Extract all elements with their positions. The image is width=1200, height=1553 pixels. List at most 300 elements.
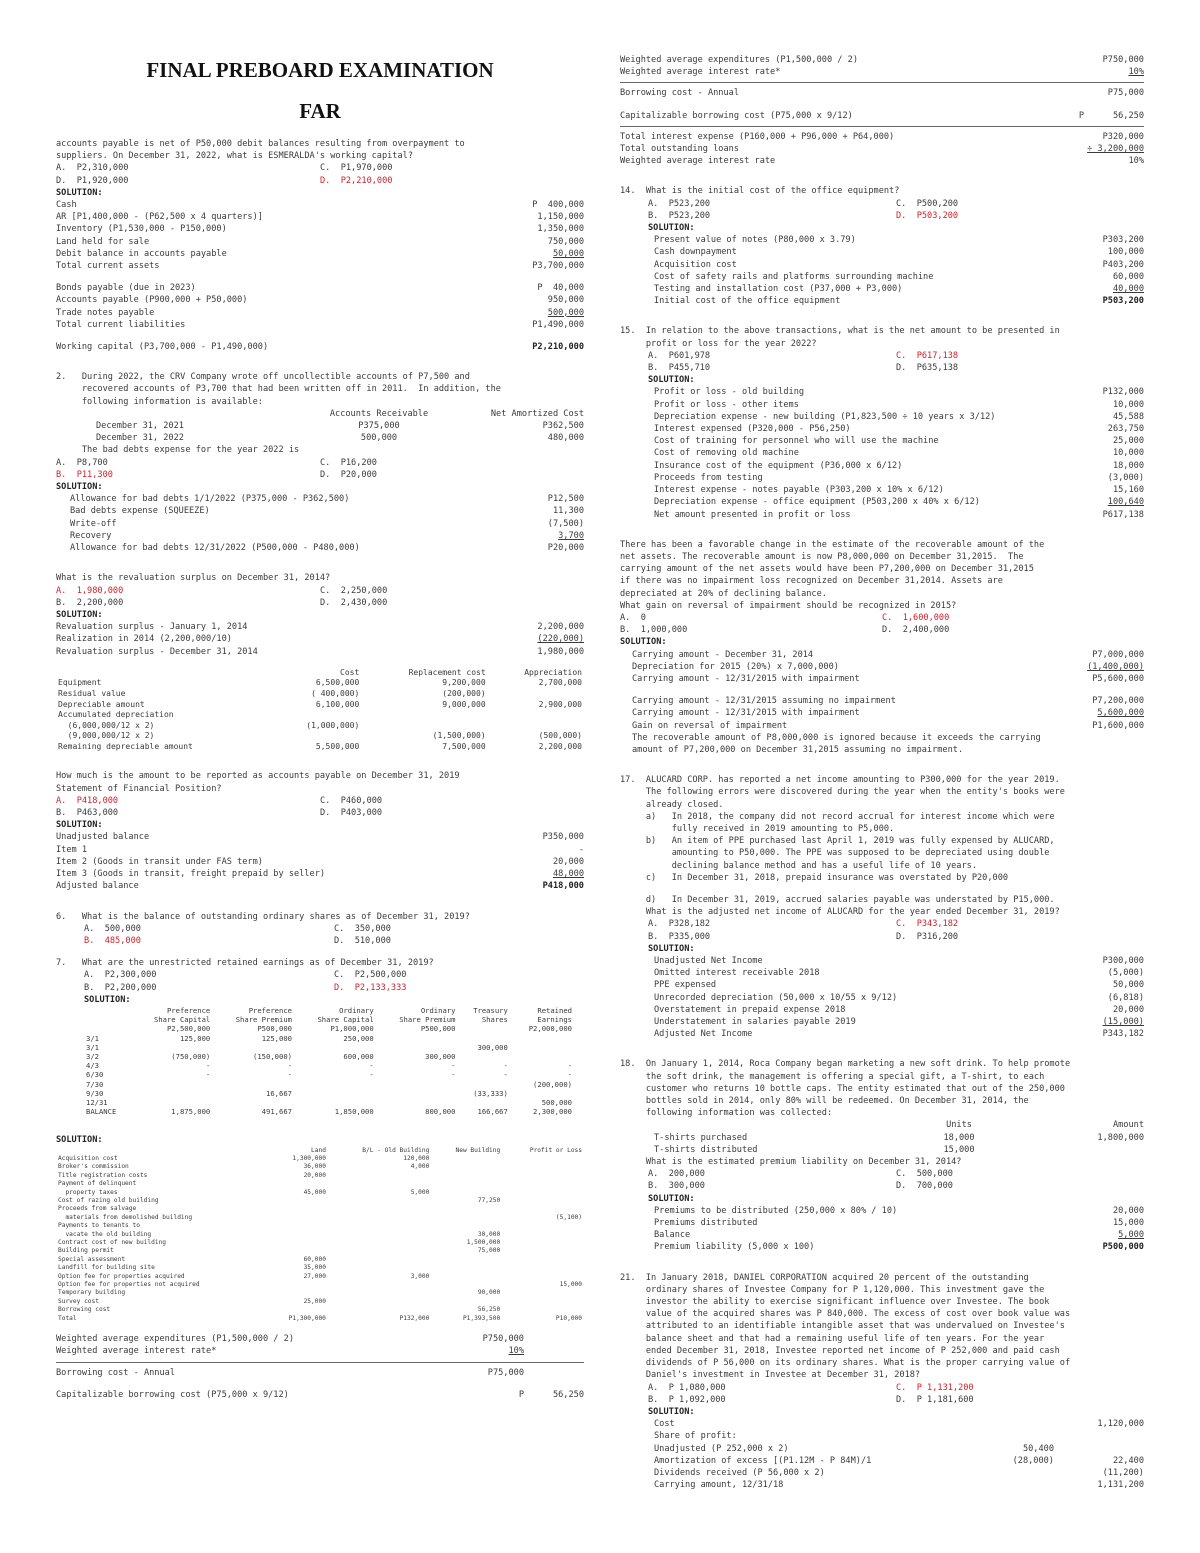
solution-row (654, 1479, 1144, 1491)
option-c: C. P1,970,000 (320, 163, 393, 174)
question-text: The following errors were discovered during the year when the entity's books were (620, 787, 1065, 798)
solution-label: Dividends received (P 56,000 x 2) (654, 1467, 825, 1478)
equity-table (84, 1006, 574, 1116)
table-row (56, 1214, 584, 1222)
solution-label: Revaluation surplus - January 1, 2014 (56, 622, 248, 633)
question-text: ended December 31, 2018, Investee reported net income of P 252,000 and paid cash (620, 1345, 1060, 1356)
table-cell: (200,000) (533, 1079, 572, 1089)
question-text: 6. What is the balance of outstanding ordinary shares as of December 31, 2019? (56, 911, 470, 922)
table-cell (502, 1155, 584, 1163)
solution-amount: P1,490,000 (532, 319, 584, 330)
solution-label: Cost of safety rails and platforms surrounding machine (654, 271, 934, 282)
cell: P (518, 1389, 524, 1400)
cell: 10% (508, 1346, 524, 1357)
option-d: D. P 1,181,600 (896, 1394, 974, 1405)
solution-label: Item 2 (Goods in transit under FAS term) (56, 856, 263, 867)
table-cell: 3/2 (86, 1051, 99, 1061)
solution-row (654, 1430, 1144, 1442)
solution-row (56, 319, 584, 331)
borrowing-cost-block (620, 54, 1144, 167)
table-header-cell: Profit or Loss (529, 1146, 582, 1154)
option-d: D. P316,200 (896, 931, 959, 942)
table-cell (328, 1289, 431, 1297)
table-cell: P1,300,000 (288, 1314, 326, 1322)
table-cell: (500,000) (538, 731, 582, 741)
table-header-cell (56, 668, 272, 679)
table-cell (328, 1298, 431, 1306)
solution-row (654, 1241, 1144, 1253)
table-cell: 60,000 (303, 1255, 326, 1263)
option-b: B. 1,000,000 (620, 625, 688, 636)
cell: 18,000 (943, 1132, 975, 1143)
table-cell (268, 1306, 328, 1314)
table-row (56, 1306, 584, 1314)
question-text: if there was no impairment loss recognized on December 31,2014. Assets are (620, 576, 1003, 587)
table-cell: 6/30 (86, 1070, 104, 1080)
solution-row (632, 649, 1144, 661)
note-text: amount of P7,200,000 on December 31,2015 assuming no impairment. (632, 744, 964, 755)
solution-label: Gain on reversal of impairment (632, 720, 788, 731)
table-header-cell: B/L - Old Building (362, 1146, 430, 1154)
solution-row (56, 294, 584, 306)
solution-amount: 1,980,000 (537, 646, 584, 657)
right-column (620, 0, 1144, 1491)
table-cell: 500,000 (541, 1097, 572, 1107)
table-row (84, 1052, 574, 1061)
solution-label: Present value of notes (P80,000 x 3.79) (654, 235, 856, 246)
solution-amount: 50,000 (1112, 980, 1144, 991)
solution-row (654, 1418, 1144, 1430)
table-row (56, 700, 584, 711)
solution-row (654, 295, 1144, 307)
table-cell: 2,300,000 (533, 1107, 572, 1117)
question-revaluation-surplus (56, 572, 584, 752)
question-equity-investment (620, 1272, 1144, 1492)
table-cell: 9,000,000 (442, 699, 486, 709)
question-text: a) In 2018, the company did not record accrual for interest income which were (620, 811, 1055, 822)
option-a: A. P2,310,000 (56, 163, 129, 174)
solution-amount: (15,000) (1102, 1017, 1144, 1028)
solution-amount: 25,000 (1112, 436, 1144, 447)
solution-amount: P300,000 (1102, 956, 1144, 966)
solution-label: Carrying amount - 12/31/2015 with impairment (632, 708, 860, 719)
table-cell: 90,000 (477, 1289, 501, 1297)
solution-amount: 263,750 (1107, 424, 1144, 435)
solution-amount: P403,200 (1102, 259, 1144, 270)
table-cell (502, 1247, 584, 1255)
cell: 1,800,000 (1097, 1132, 1144, 1143)
table-cell (268, 1239, 328, 1247)
solution-label: Interest expense - notes payable (P303,200 x 10% x 6/12) (654, 485, 944, 496)
question-property-costs (56, 1134, 584, 1401)
table-row (84, 1043, 574, 1052)
table-header-cell: Share Capital (317, 1015, 374, 1025)
solution-row (70, 542, 584, 554)
solution-label: Total current liabilities (56, 319, 186, 330)
table-cell: 35,000 (303, 1264, 326, 1272)
table-cell: 120,000 (403, 1154, 430, 1162)
option-b: B. 2,200,000 (56, 597, 124, 608)
question-bad-debts (56, 371, 584, 554)
solution-amount: 750,000 (547, 236, 584, 247)
question-text: d) In December 31, 2019, accrued salaries payable was understated by P15,000. (620, 894, 1055, 905)
table-cell: 125,000 (261, 1033, 292, 1043)
solution-amount: 15,000 (1112, 1218, 1144, 1229)
table-cell (376, 1098, 458, 1107)
solution-label: Realization in 2014 (2,200,000/10) (56, 634, 232, 645)
table-cell: P2,500,000 (166, 1024, 211, 1034)
option-b-answer: B. P11,300 (56, 469, 113, 480)
table-row (56, 1205, 584, 1213)
solution-row (654, 472, 1144, 484)
solution-amount: 1,150,000 (537, 212, 584, 223)
table-header-cell (84, 1015, 131, 1024)
table-cell: Remaining depreciable amount (58, 741, 193, 751)
solution-row (632, 695, 1144, 707)
solution-label: Overstatement in prepaid expense 2018 (654, 1004, 846, 1015)
question-text: suppliers. On December 31, 2022, what is ESMERALDA's working capital? (56, 151, 413, 162)
table-cell: Proceeds from salvage (58, 1205, 137, 1213)
solution-label: Item 3 (Goods in transit, freight prepaid by seller) (56, 869, 326, 880)
table-row (56, 1281, 584, 1289)
table-cell: 16,667 (266, 1088, 292, 1098)
table-header-cell (56, 1147, 268, 1155)
solution-row (654, 509, 1144, 521)
table-cell: (33,333) (473, 1088, 508, 1098)
document-subject: FAR (299, 99, 341, 123)
table-cell: (9,000,000/12 x 2) (58, 731, 155, 741)
table-cell (376, 1089, 458, 1098)
solution-label: Unadjusted Net Income (654, 956, 763, 966)
table-cell: 7,500,000 (442, 741, 486, 751)
row-label: Total interest expense (P160,000 + P96,000 + P64,000) (620, 131, 895, 142)
solution-amount: P5,600,000 (1092, 673, 1144, 684)
solution-row (654, 246, 1144, 258)
question-office-equipment (620, 185, 1144, 307)
solution-label: Carrying amount, 12/31/18 (654, 1480, 784, 1491)
solution-label: Cash downpayment (654, 247, 737, 258)
solution-label: Amortization of excess [(P1.12M - P 84M)/1 (654, 1455, 872, 1466)
solution-label: Understatement in salaries payable 2019 (654, 1017, 856, 1028)
solution-row (654, 496, 1144, 508)
solution-amount: P12,500 (547, 494, 584, 505)
table-cell: - (205, 1070, 211, 1080)
table-cell: 250,000 (343, 1033, 374, 1043)
table-cell: 800,000 (425, 1107, 456, 1117)
cell: P375,000 (358, 421, 400, 432)
table-cell: - (287, 1061, 292, 1071)
option-c: C. 2,250,000 (320, 585, 388, 596)
table-cell (268, 1197, 328, 1205)
cell: ÷ 3,200,000 (1087, 144, 1144, 155)
solution-amount: 5,600,000 (1097, 708, 1144, 719)
solution-amount: P503,200 (1102, 296, 1144, 307)
table-header-row (56, 1147, 584, 1155)
question-text: What is the estimated premium liability on December 31, 2014? (620, 1157, 962, 1168)
table-cell: 6,100,000 (315, 699, 360, 709)
table-cell (328, 1239, 431, 1247)
solution-amount: P1,600,000 (1092, 720, 1144, 731)
table-cell: 491,667 (261, 1107, 292, 1117)
cell: 56,250 (1112, 110, 1144, 121)
table-cell (361, 710, 487, 721)
table-row (84, 1034, 574, 1043)
solution-amount: 20,000 (1112, 1205, 1144, 1216)
question-text: 14. What is the initial cost of the office equipment? (620, 186, 900, 197)
table-cell: (200,000) (442, 688, 486, 698)
table-header-cell: Share Premium (399, 1015, 456, 1025)
solution-row (56, 307, 584, 319)
table-cell (502, 1197, 584, 1205)
question-text: What is the revaluation surplus on December 31, 2014? (56, 573, 331, 584)
solution-heading: SOLUTION: (648, 1406, 695, 1417)
solution-row (654, 259, 1144, 271)
table-cell: Option fee for properties acquired (58, 1272, 185, 1280)
solution-row (56, 844, 584, 856)
table-cell: 166,667 (477, 1107, 508, 1117)
table-cell: ( 400,000) (311, 688, 360, 698)
option-d: D. 2,430,000 (320, 597, 388, 608)
working-capital-amount: P2,210,000 (532, 342, 584, 353)
question-ordinary-shares (56, 911, 584, 948)
table-cell: 45,000 (303, 1188, 326, 1196)
solution-label: Premiums to be distributed (250,000 x 80% / 10) (654, 1205, 898, 1216)
solution-row (654, 1443, 1144, 1455)
solution-amount: 20,000 (552, 856, 584, 867)
solution-label: Adjusted Net Income (654, 1029, 753, 1040)
table-cell (212, 1043, 294, 1052)
solution-amount: 60,000 (1112, 271, 1144, 282)
solution-label: Depreciation expense - office equipment (P503,200 x 40% x 6/12) (654, 497, 980, 508)
table-cell: Accumulated depreciation (58, 710, 174, 720)
table-cell: 75,000 (477, 1247, 501, 1255)
solution-amount: 100,640 (1107, 497, 1144, 508)
table-row (56, 1163, 584, 1171)
row-label: December 31, 2021 (96, 421, 184, 432)
table-cell (502, 1289, 584, 1297)
question-text: fully received in 2019 amounting to P5,000. (620, 823, 895, 834)
question-text: profit or loss for the year 2022? (620, 338, 817, 349)
table-row (84, 1080, 574, 1089)
table-header-cell: Ordinary (339, 1005, 374, 1015)
table-cell: - (503, 1070, 508, 1080)
table-cell (431, 1256, 502, 1264)
table-cell: 1,875,000 (171, 1107, 211, 1117)
cell: 10% (1128, 156, 1144, 167)
solution-heading: SOLUTION: (56, 609, 103, 620)
table-cell: Option fee for properties not acquired (58, 1281, 200, 1289)
solution-label: Bad debts expense (SQUEEZE) (70, 506, 210, 517)
table-cell (328, 1256, 431, 1264)
solution-heading: SOLUTION: (620, 637, 667, 648)
solution-row (56, 856, 584, 868)
solution-row (654, 1217, 1144, 1229)
question-text: The bad debts expense for the year 2022 is (56, 445, 300, 456)
solution-heading: SOLUTION: (56, 187, 103, 198)
table-cell (510, 1052, 574, 1061)
option-b-answer: B. 485,000 (84, 935, 141, 946)
solution-label: Share of profit: (654, 1431, 737, 1442)
solution-label: Bonds payable (due in 2023) (56, 283, 196, 294)
row-label: Borrowing cost - Annual (56, 1367, 175, 1378)
table-cell: 3/1 (86, 1033, 99, 1043)
table-cell: 9,200,000 (442, 678, 486, 688)
table-cell: 4/3 (86, 1061, 99, 1071)
table-cell (502, 1256, 584, 1264)
solution-row (654, 1467, 1144, 1479)
table-cell: 1,500,000 (466, 1239, 501, 1247)
solution-amount: 10,000 (1112, 399, 1144, 410)
row-label: Weighted average interest rate (620, 156, 776, 167)
table-cell (328, 1264, 431, 1272)
table-cell (294, 1098, 376, 1107)
table-row (84, 1089, 574, 1098)
table-cell: Survey cost (58, 1297, 99, 1305)
solution-label: Balance (654, 1230, 691, 1241)
table-row (56, 1189, 584, 1197)
solution-row (632, 661, 1144, 673)
solution-amount: 50,400 (1022, 1443, 1054, 1454)
table-cell: Contract cost of new building (58, 1239, 167, 1247)
option-a: A. 0 (620, 612, 646, 623)
table-cell: Building permit (58, 1247, 114, 1255)
option-c-answer: C. 1,600,000 (882, 612, 950, 623)
table-cell: P500,000 (420, 1024, 456, 1034)
option-c-answer: C. P617,138 (896, 350, 959, 361)
solution-row (654, 1455, 1144, 1467)
question-text: amounting to P50,000. The PPE was supposed to be depreciated using double (620, 848, 1050, 859)
table-cell (502, 1298, 584, 1306)
solution-row (56, 880, 584, 892)
solution-amount: (1,400,000) (1087, 661, 1144, 672)
table-cell: P1,000,000 (330, 1024, 374, 1034)
table-cell (328, 1281, 431, 1289)
table-cell (431, 1163, 502, 1171)
solution-amount: 5,000 (1118, 1230, 1144, 1241)
solution-row (654, 423, 1144, 435)
solution-label: Trade notes payable (56, 307, 155, 318)
solution-label: Net amount presented in profit or loss (654, 509, 851, 520)
table-cell (328, 1231, 431, 1239)
solution-amount: P500,000 (1102, 1242, 1144, 1253)
table-cell (376, 1080, 458, 1089)
table-cell: Cost of razing old building (58, 1197, 159, 1204)
solution-amount: 500,000 (547, 307, 584, 318)
table-cell (328, 1172, 431, 1180)
solution-label: Cost (654, 1419, 675, 1430)
table-cell (212, 1098, 294, 1107)
table-cell (510, 1089, 574, 1098)
table-row (56, 678, 584, 689)
table-row (56, 710, 584, 721)
table-header-cell: Earnings (537, 1015, 572, 1025)
option-a: A. P 1,080,000 (648, 1382, 726, 1393)
solution-label: Omitted interest receivable 2018 (654, 968, 820, 979)
table-row (56, 1315, 584, 1323)
table-cell (502, 1172, 584, 1180)
table-cell (431, 1205, 502, 1213)
table-cell: P1,393,500 (462, 1314, 501, 1322)
solution-amount: P7,000,000 (1092, 649, 1144, 660)
solution-row (56, 831, 584, 843)
table-header-row (84, 1006, 574, 1015)
table-cell: - (503, 1061, 508, 1071)
solution-heading: SOLUTION: (648, 223, 695, 234)
row-label: Weighted average expenditures (P1,500,000 / 2) (620, 55, 858, 65)
table-row (56, 1180, 584, 1188)
solution-row (654, 955, 1144, 967)
solution-row (70, 493, 584, 505)
table-row (56, 1289, 584, 1297)
table-header-row (84, 1015, 574, 1024)
solution-amount: P418,000 (542, 881, 584, 892)
table-cell (268, 1231, 328, 1239)
table-cell (328, 1306, 431, 1314)
col-header-amortized: Net Amortized Cost (490, 408, 584, 419)
solution-amount: 3,700 (558, 530, 584, 541)
table-cell (502, 1273, 584, 1281)
solution-row (654, 234, 1144, 246)
table-cell: 300,000 (425, 1051, 456, 1061)
table-cell: 56,250 (477, 1306, 501, 1314)
table-cell (268, 1289, 328, 1297)
solution-label: Carrying amount - 12/31/2015 with impairment (632, 673, 860, 684)
solution-row (654, 411, 1144, 423)
solution-heading: SOLUTION: (56, 1135, 103, 1146)
cell: P75,000 (487, 1367, 524, 1378)
table-cell (431, 1155, 502, 1163)
solution-label: Cash (56, 200, 77, 211)
solution-row (56, 646, 584, 658)
solution-amount: (28,000) (1012, 1455, 1054, 1466)
table-cell: 3,000 (410, 1272, 430, 1280)
cell: P750,000 (1102, 55, 1144, 65)
question-text: What is the adjusted net income of ALUCARD for the year ended December 31, 2019? (620, 907, 1060, 918)
table-cell: 5,000 (410, 1188, 430, 1196)
solution-label: AR [P1,400,000 - (P62,500 x 4 quarters)] (56, 212, 263, 223)
table-cell (502, 1180, 584, 1188)
solution-label: Unadjusted (P 252,000 x 2) (654, 1443, 789, 1454)
table-cell: BALANCE (86, 1107, 117, 1117)
question-text: What gain on reversal of impairment should be recognized in 2015? (620, 600, 957, 611)
col-header: Units (946, 1120, 972, 1131)
solution-amount: 15,160 (1112, 485, 1144, 496)
table-cell: Equipment (58, 678, 102, 688)
table-cell (294, 1080, 376, 1089)
solution-amount (964, 1418, 1054, 1430)
row-label: Total outstanding loans (620, 144, 739, 155)
table-cell (268, 1214, 328, 1222)
solution-heading: SOLUTION: (648, 375, 695, 386)
solution-heading: SOLUTION: (648, 1193, 695, 1204)
question-net-profit-loss (620, 325, 1144, 520)
cell: P750,000 (482, 1334, 524, 1345)
table-cell: Title registration costs (58, 1171, 148, 1179)
question-text: Daniel's investment in Investee at December 31, 2018? (620, 1370, 921, 1381)
solution-row (70, 505, 584, 517)
table-cell: P132,000 (399, 1314, 430, 1322)
question-adjusted-net-income (620, 774, 1144, 1040)
solution-row (56, 282, 584, 294)
table-row (56, 1239, 584, 1247)
table-header-cell: Cost (340, 667, 360, 677)
option-b: B. P 1,092,000 (648, 1394, 726, 1405)
question-text: carrying amount of the net assets would have been P7,200,000 on December 31,2015 (620, 564, 1034, 575)
solution-amount: 48,000 (552, 869, 584, 880)
table-header-cell: Share Premium (235, 1015, 292, 1025)
option-a: A. P601,978 (648, 350, 711, 361)
table-row (56, 1197, 584, 1205)
